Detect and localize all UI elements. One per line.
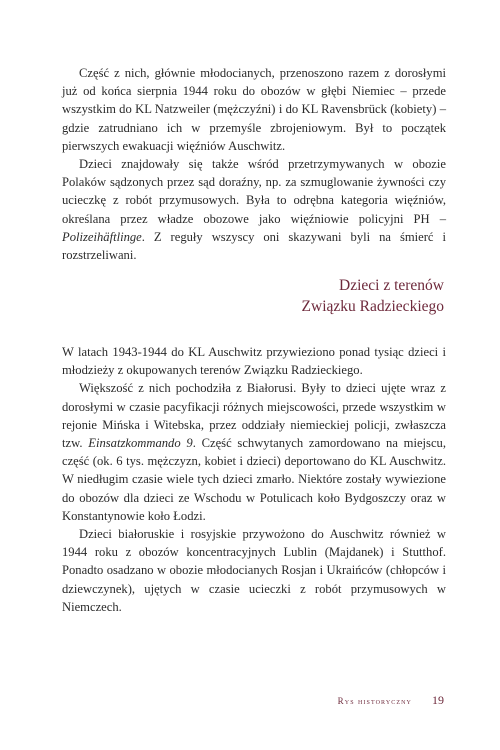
paragraph-text: Dzieci znajdowały się także wśród przetrzymywanych w obozie Polaków sądzonych przez sąd doraźny, np. za szmuglowanie żywności czy ucieczkę z robót przymusowych. Była to odrębna kategoria więźniów, określana przez władze obozowe jako więźniowie policyjni PH – [62, 157, 446, 226]
paragraph: Dzieci białoruskie i rosyjskie przywożono do Auschwitz również w 1944 roku z obozów koncentracyjnych Lublin (Majdanek) i Stutthof. Ponadto osadzano w obozie młodocianych Rosjan i Ukraińców (chłopców i dziewczynek), ujętych w czasie ucieczki z robót przymusowych w Niemczech. [62, 527, 446, 614]
italic-term: Einsatzkommando 9 [88, 436, 193, 451]
paragraph-text: . Z reguły wszyscy oni skazywani byli na śmierć i rozstrzeliwani. [62, 229, 446, 263]
section-heading-line: Dzieci z terenów [339, 277, 444, 294]
italic-term: Polizeihäftlinge [62, 229, 142, 244]
section-heading-line: Związku Radzieckiego [301, 298, 444, 315]
paragraph: Część z nich, głównie młodocianych, przenoszono razem z dorosłymi już od końca sierpnia 1944 roku do obozów w głębi Niemiec – przede wszystkim do KL Natzweiler (mężczyźni) i do KL Ravensbrück (kobiety) – gdzie zatrudniano ich w przemyśle zbrojeniowym. Był to początek pierwszych ewakuacji więźniów Auschwitz. [62, 66, 446, 153]
paragraph-text: Większość z nich pochodziła z Białorusi. Były to dzieci ujęte wraz z dorosłymi w czasie pacyfikacji różnych miejscowości, przede wszystkim w rejonie Mińska i Witebska, przez oddziały niemieckiej policji, zwłaszcza tzw. [62, 381, 446, 451]
section-heading [302, 275, 444, 317]
text-block-bottom [62, 343, 446, 616]
paragraph: W latach 1943-1944 do KL Auschwitz przywieziono ponad tysiąc dzieci i młodzieży z okupowanych terenów Związku Radzieckiego. [62, 345, 446, 378]
paragraph [62, 155, 446, 264]
text-block-top [62, 64, 446, 264]
running-title: Rys historyczny [337, 696, 412, 706]
paragraph-text: . Część schwytanych zamordowano na miejscu, część (ok. 6 tys. mężczyzn, kobiet i dzieci) deportowano do KL Auschwitz. W niedługim czasie wiele tych dzieci zmarło. Niektóre zostały wywiezione do obozów dla dzieci ze Wschodu w Potulicach koło Bydgoszczy oraz w Konstantynowie koło Łodzi. [62, 436, 446, 523]
page-footer [338, 693, 444, 708]
page-number: 19 [432, 693, 444, 707]
paragraph [62, 379, 446, 525]
